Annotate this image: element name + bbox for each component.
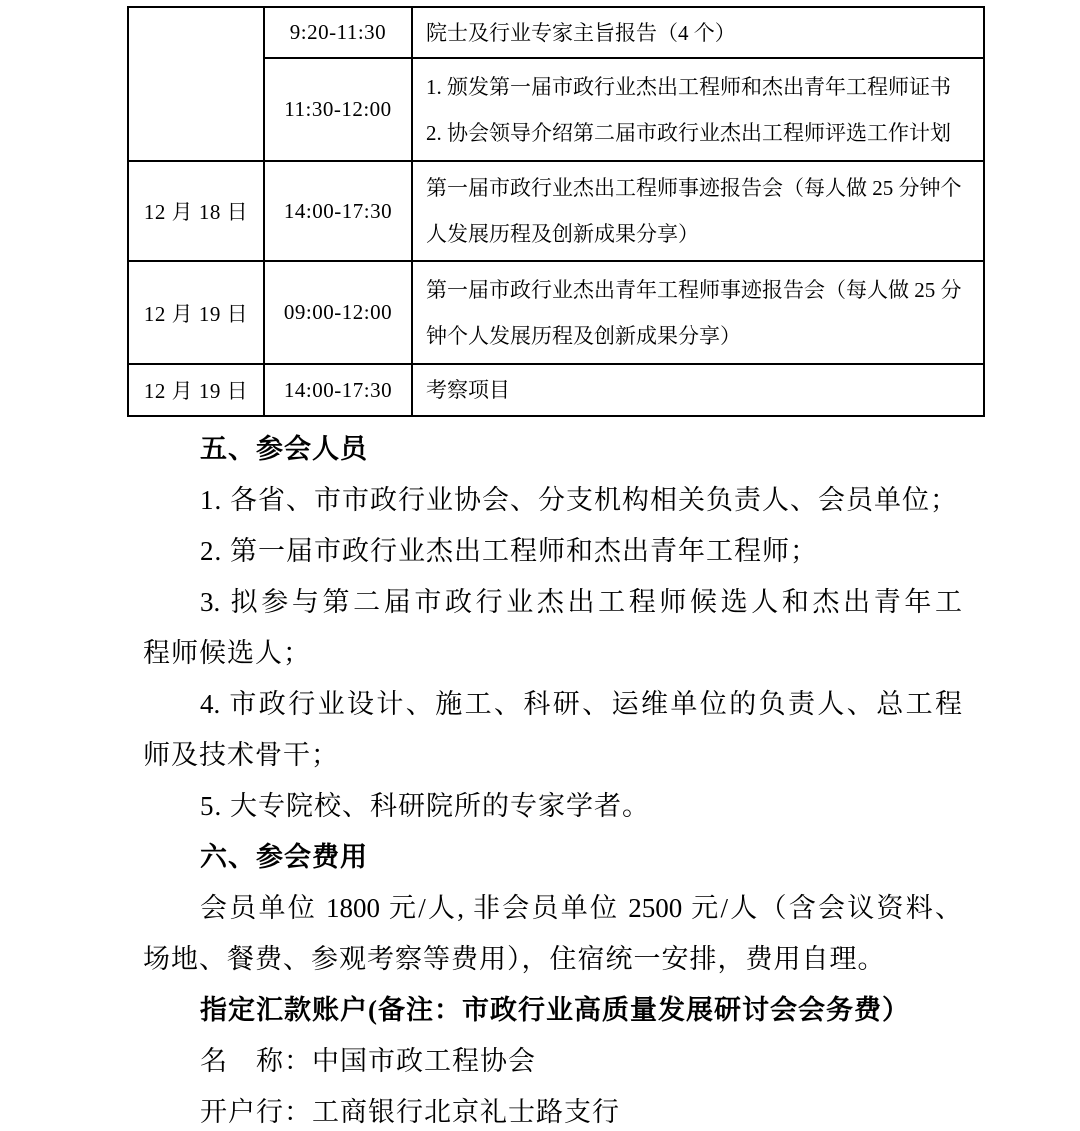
- participants-item-3-line-1: 3. 拟参与第二届市政行业杰出工程师候选人和杰出青年工: [200, 587, 962, 617]
- date-cell: 12 月 18 日: [128, 161, 264, 261]
- date-cell: [128, 7, 264, 161]
- participants-item-4-line-1: 4. 市政行业设计、施工、科研、运维单位的负责人、总工程: [200, 689, 962, 719]
- date-cell: 12 月 19 日: [128, 261, 264, 364]
- content-line: 2. 协会领导介绍第二届市政行业杰出工程师评选工作计划: [426, 120, 951, 145]
- table-row: [128, 364, 984, 416]
- participants-item-2: 2. 第一届市政行业杰出工程师和杰出青年工程师；: [200, 536, 818, 566]
- schedule-table: [127, 6, 985, 417]
- payment-bank: 开户行：工商银行北京礼士路支行: [200, 1097, 620, 1127]
- table-row: [128, 7, 984, 58]
- payment-account-heading: 指定汇款账户(备注：市政行业高质量发展研讨会会务费）: [200, 995, 910, 1025]
- section-heading-fees: 六、参会费用: [200, 842, 368, 872]
- table-row: [128, 161, 984, 261]
- content-line: 1. 颁发第一届市政行业杰出工程师和杰出青年工程师证书: [426, 74, 951, 99]
- time-cell: 14:00-17:30: [264, 161, 412, 261]
- section-heading-participants: 五、参会人员: [200, 434, 368, 464]
- content-cell: [412, 261, 984, 364]
- fees-line-1: 会员单位 1800 元/人, 非会员单位 2500 元/人（含会议资料、: [200, 893, 962, 923]
- time-cell: 11:30-12:00: [264, 58, 412, 161]
- content-line: 第一届市政行业杰出青年工程师事迹报告会（每人做 25 分: [426, 277, 962, 302]
- content-cell: [412, 161, 984, 261]
- time-cell: 9:20-11:30: [264, 7, 412, 58]
- participants-item-3-line-2: 程师候选人；: [143, 638, 311, 668]
- participants-item-5: 5. 大专院校、科研院所的专家学者。: [200, 791, 650, 821]
- content-cell: [412, 364, 984, 416]
- table-row: [128, 261, 984, 364]
- content-line: 院士及行业专家主旨报告（4 个）: [426, 20, 736, 45]
- content-line: 钟个人发展历程及创新成果分享）: [426, 323, 741, 348]
- participants-item-1: 1. 各省、市市政行业协会、分支机构相关负责人、会员单位；: [200, 485, 958, 515]
- fees-line-2: 场地、餐费、参观考察等费用），住宿统一安排，费用自理。: [143, 944, 886, 974]
- participants-item-4-line-2: 师及技术骨干；: [143, 740, 339, 770]
- time-cell: 09:00-12:00: [264, 261, 412, 364]
- payment-account-name: 名 称：中国市政工程协会: [200, 1046, 536, 1076]
- time-cell: 14:00-17:30: [264, 364, 412, 416]
- content-cell: [412, 58, 984, 161]
- date-cell: 12 月 19 日: [128, 364, 264, 416]
- content-line: 第一届市政行业杰出工程师事迹报告会（每人做 25 分钟个: [426, 176, 962, 200]
- document-body: [143, 424, 962, 1131]
- content-line: 人发展历程及创新成果分享）: [426, 222, 699, 246]
- content-line: 考察项目: [426, 378, 510, 402]
- content-cell: [412, 7, 984, 58]
